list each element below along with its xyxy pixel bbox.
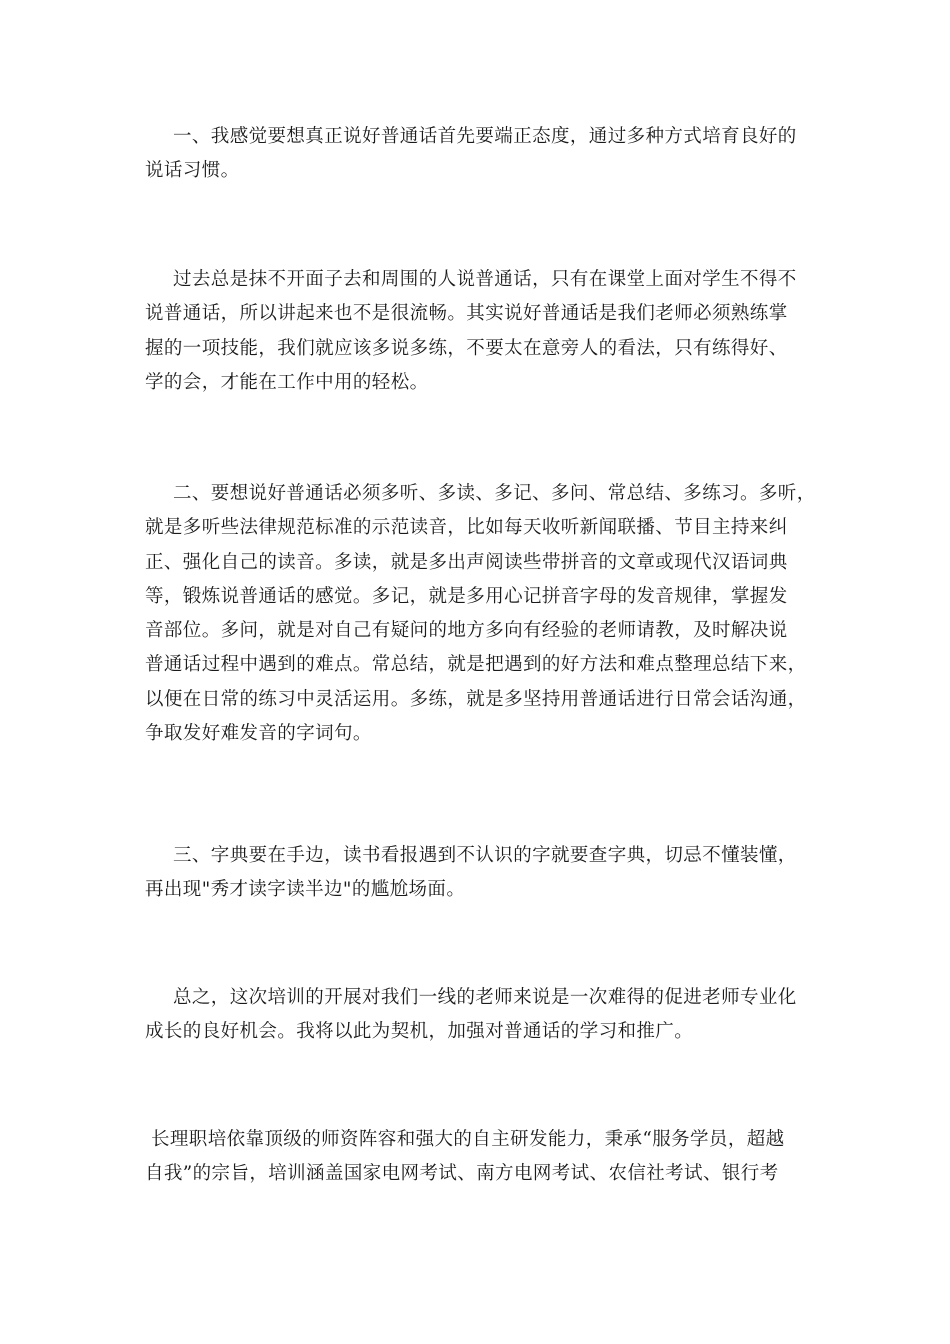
paragraph-3-line-5: 音部位。多问，就是对自己有疑问的地方多向有经验的老师请教，及时解决说 [145,620,788,642]
paragraph-1-line-1: 一、我感觉要想真正说好普通话首先要端正态度，通过多种方式培育良好的 [173,126,797,147]
paragraph-2-line-1: 过去总是抹不开面子去和周围的人说普通话，只有在课堂上面对学生不得不 [173,269,797,290]
paragraph-3-line-4: 等，锻炼说普通话的感觉。多记，就是多用心记拼音字母的发音规律，掌握发 [145,585,788,607]
paragraph-3-line-1: 二、要想说好普通话必须多听、多读、多记、多问、常总结、多练习。多听， [173,483,816,504]
paragraph-4-line-1: 三、字典要在手边，读书看报遇到不认识的字就要查字典，切忌不懂装懂， [173,845,797,866]
paragraph-2-line-4: 学的会，才能在工作中用的轻松。 [145,371,429,393]
paragraph-5 [145,981,810,1050]
paragraph-2-line-3: 握的一项技能，我们就应该多说多练，不要太在意旁人的看法，只有练得好、 [145,337,788,359]
paragraph-6 [145,1123,810,1192]
paragraph-2-line-2: 说普通话，所以讲起来也不是很流畅。其实说好普通话是我们老师必须熟练掌 [145,303,788,325]
paragraph-4-line-2: 再出现"秀才读字读半边"的尴尬场面。 [145,879,466,901]
paragraph-6-line-1: 长理职培依靠顶级的师资阵容和强大的自主研发能力，秉承“服务学员，超越 [151,1129,785,1150]
paragraph-4 [145,839,810,908]
paragraph-2 [145,263,810,400]
paragraph-3-line-7: 以便在日常的练习中灵活运用。多练，就是多坚持用普通话进行日常会话沟通， [145,688,807,710]
paragraph-3-line-2: 就是多听些法律规范标准的示范读音，比如每天收听新闻联播、节目主持来纠 [145,517,788,539]
paragraph-3-line-6: 普通话过程中遇到的难点。常总结，就是把遇到的好方法和难点整理总结下来， [145,654,807,676]
paragraph-5-line-1: 总之，这次培训的开展对我们一线的老师来说是一次难得的促进老师专业化 [173,987,797,1008]
paragraph-3-line-8: 争取发好难发音的字词句。 [145,723,372,745]
paragraph-3-line-3: 正、强化自己的读音。多读，就是多出声阅读些带拼音的文章或现代汉语词典 [145,551,788,573]
paragraph-3 [145,477,816,751]
paragraph-1 [145,120,810,189]
paragraph-1-line-2: 说话习惯。 [145,160,240,182]
paragraph-6-line-2: 自我”的宗旨，培训涵盖国家电网考试、南方电网考试、农信社考试、银行考 [145,1163,779,1185]
paragraph-5-line-2: 成长的良好机会。我将以此为契机，加强对普通话的学习和推广。 [145,1021,694,1043]
